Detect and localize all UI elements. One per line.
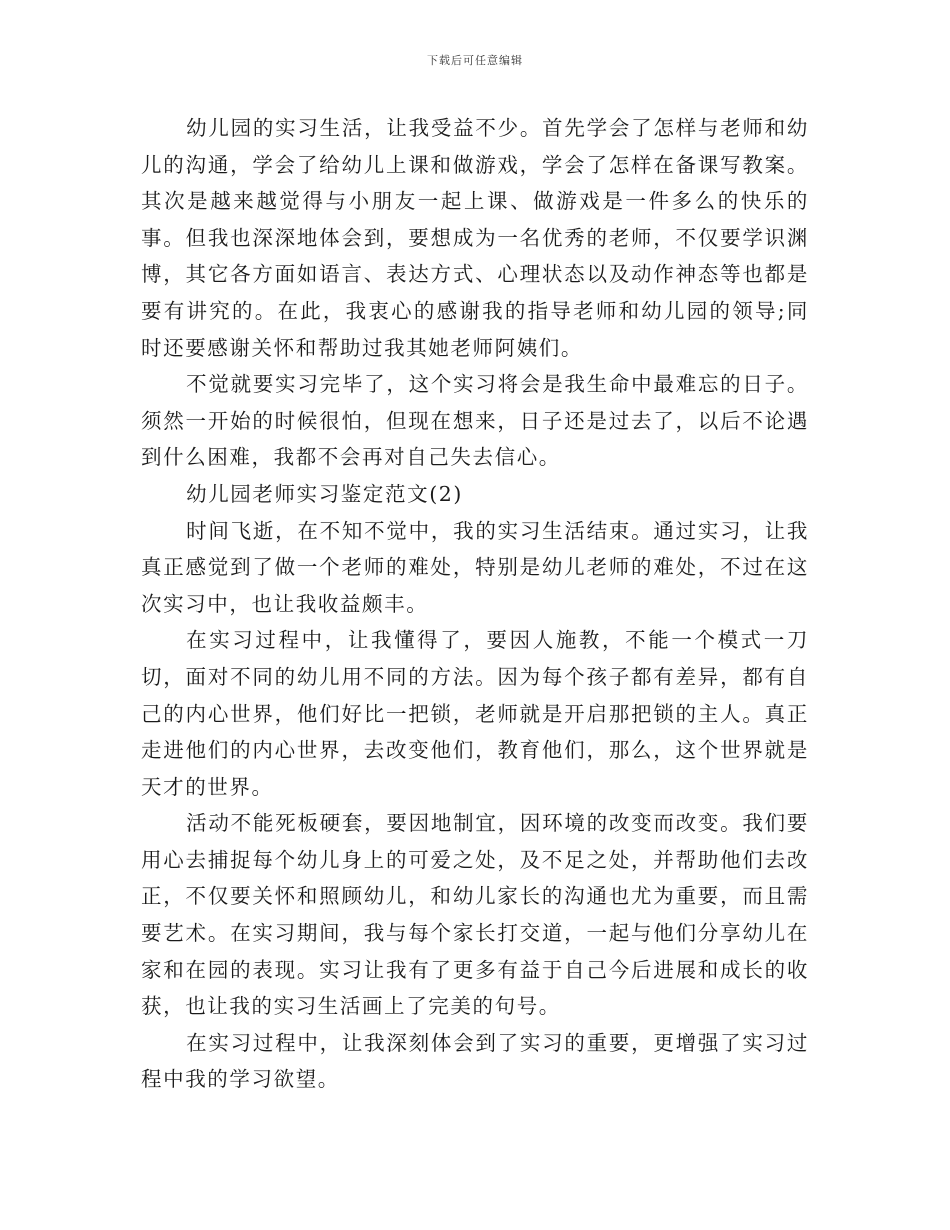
paragraph-internship-gains: 幼儿园的实习生活，让我受益不少。首先学会了怎样与老师和幼儿的沟通，学会了给幼儿上课和做游戏，学会了怎样在备课写教案。其次是越来越觉得与小朋友一起上课、做游戏是一件多么的快乐的事。但我也深深地体会到，要想成为一名优秀的老师，不仅要学识渊博，其它各方面如语言、表达方式、心理状态以及动作神态等也都是要有讲究的。在此，我衷心的感谢我的指导老师和幼儿园的领导;同时还要感谢关怀和帮助过我其她老师阿姨们。 (141, 116, 809, 360)
paragraph-internship-ending: 不觉就要实习完毕了，这个实习将会是我生命中最难忘的日子。须然一开始的时候很怕，但现在想来，日子还是过去了，以后不论遇到什么困难，我都不会再对自己失去信心。 (141, 372, 809, 470)
paragraph-activities: 活动不能死板硬套，要因地制宜，因环境的改变而改变。我们要用心去捕捉每个幼儿身上的可爱之处，及不足之处，并帮助他们去改正，不仅要关怀和照顾幼儿，和幼儿家长的沟通也尤为重要，而且需要艺术。在实习期间，我与每个家长打交道，一起与他们分享幼儿在家和在园的表现。实习让我有了更多有益于自己今后进展和成长的收获，也让我的实习生活画上了完美的句号。 (141, 811, 809, 1019)
page-header-note: 下载后可任意编辑 (427, 54, 523, 67)
paragraph-teaching-method: 在实习过程中，让我懂得了，要因人施教，不能一个模式一刀切，面对不同的幼儿用不同的方法。因为每个孩子都有差异，都有自己的内心世界，他们好比一把锁，老师就是开启那把锁的主人。真正走进他们的内心世界，去改变他们，教育他们，那么，这个世界就是天才的世界。 (141, 628, 809, 799)
document-body (141, 110, 809, 1098)
section-heading: 幼儿园老师实习鉴定范文(2) (186, 481, 464, 506)
paragraph-time-flies: 时间飞逝，在不知不觉中，我的实习生活结束。通过实习，让我真正感觉到了做一个老师的难处，特别是幼儿老师的难处，不过在这次实习中，也让我收益颇丰。 (141, 518, 809, 616)
paragraph-conclusion: 在实习过程中，让我深刻体会到了实习的重要，更增强了实习过程中我的学习欲望。 (141, 1030, 809, 1092)
